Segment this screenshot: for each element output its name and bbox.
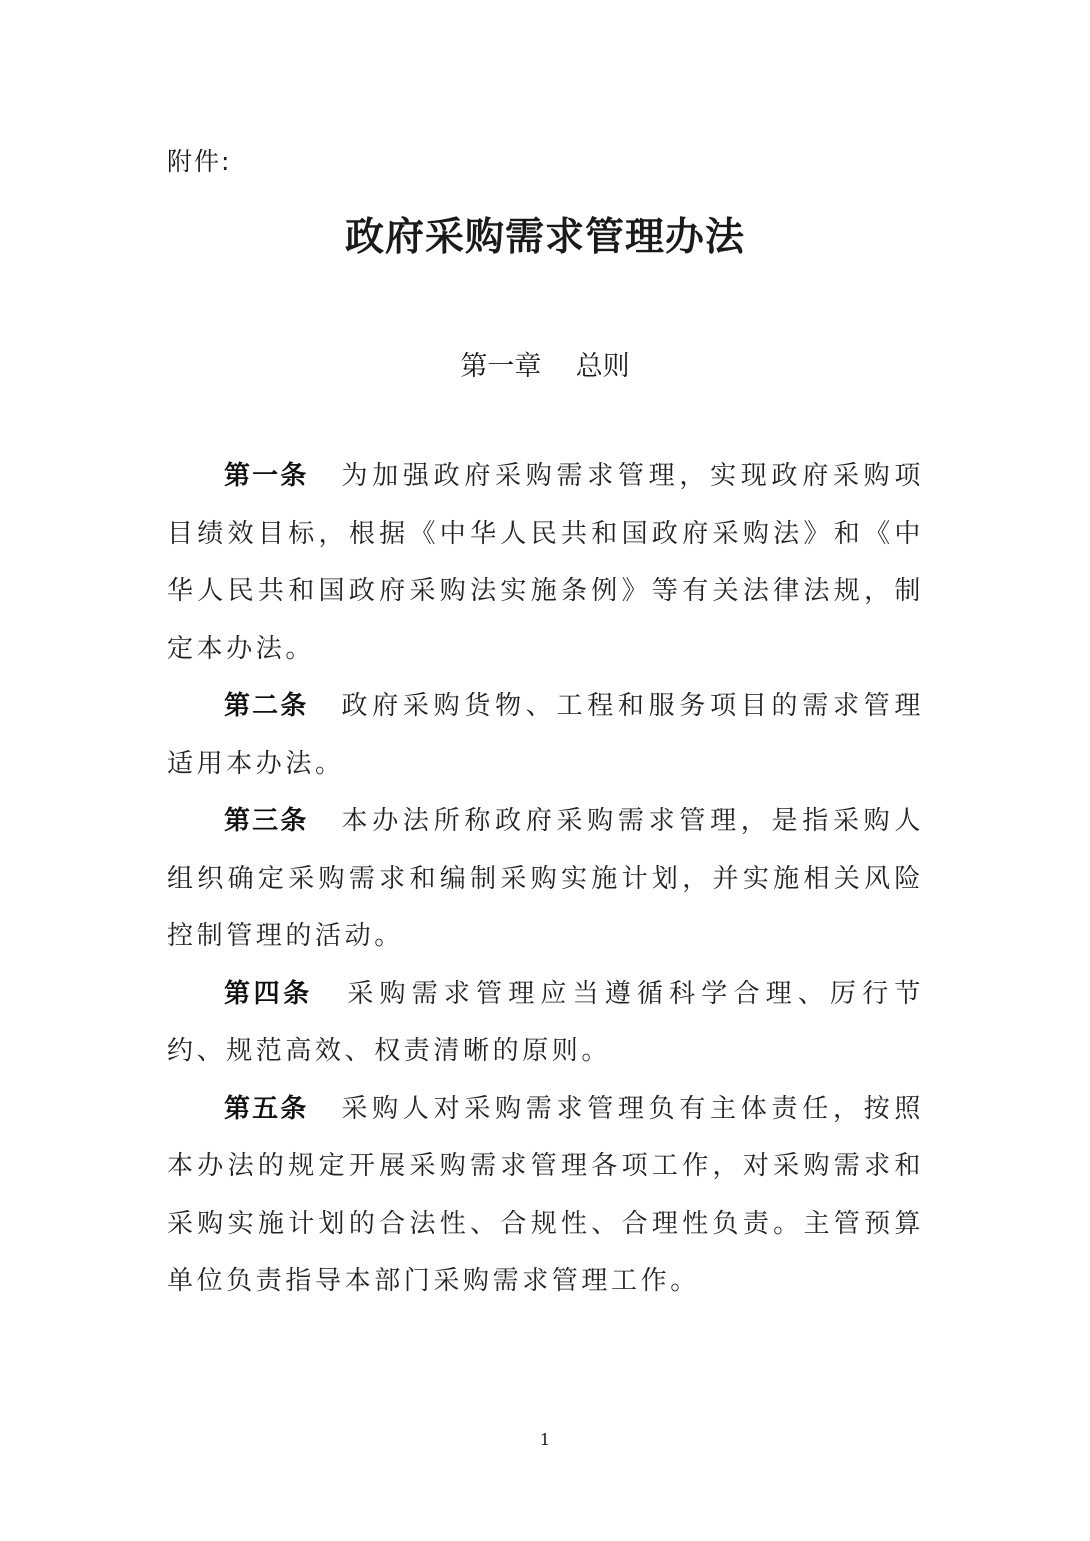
article-5 bbox=[167, 1081, 924, 1311]
page-number: 1 bbox=[539, 1430, 551, 1449]
article-4 bbox=[167, 966, 924, 1081]
document-body bbox=[167, 448, 924, 1311]
article-4-text: 采购需求管理应当遵循科学合理、厉行节约、规范高效、权责清晰的原则。 bbox=[167, 978, 924, 1066]
article-2-heading: 第二条 bbox=[224, 691, 309, 721]
article-3 bbox=[167, 793, 924, 966]
document-title: 政府采购需求管理办法 bbox=[344, 214, 745, 260]
chapter-heading: 第一章 总则 bbox=[460, 351, 630, 382]
article-3-text: 本办法所称政府采购需求管理，是指采购人组织确定采购需求和编制采购实施计划，并实施相关风险控制管理的活动。 bbox=[167, 806, 924, 951]
article-5-heading: 第五条 bbox=[224, 1093, 309, 1124]
article-1-text: 为加强政府采购需求管理，实现政府采购项目绩效目标，根据《中华人民共和国政府采购法》和《中华人民共和国政府采购法实施条例》等有关法律法规，制定本办法。 bbox=[167, 461, 924, 664]
article-2-text: 政府采购货物、工程和服务项目的需求管理适用本办法。 bbox=[167, 691, 924, 779]
article-5-text: 采购人对采购需求管理负有主体责任，按照本办法的规定开展采购需求管理各项工作，对采购需求和采购实施计划的合法性、合规性、合理性负责。主管预算单位负责指导本部门采购需求管理工作。 bbox=[167, 1093, 924, 1296]
article-4-heading: 第四条 bbox=[224, 978, 313, 1009]
article-2 bbox=[167, 678, 924, 793]
article-1 bbox=[167, 448, 924, 678]
article-3-heading: 第三条 bbox=[224, 806, 309, 836]
attachment-label: 附件: bbox=[167, 147, 232, 176]
article-1-heading: 第一条 bbox=[224, 461, 309, 491]
